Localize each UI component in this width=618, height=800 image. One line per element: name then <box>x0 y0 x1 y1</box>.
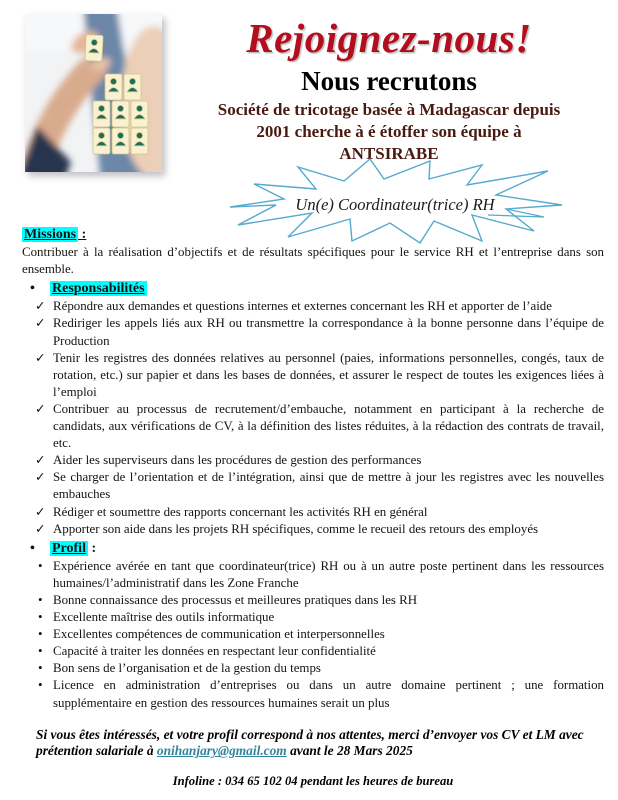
responsibility-text: Tenir les registres des données relatives au personnel (paies, informations personnelles, congés, taux de rotation, etc.) sur papier et dans les bases de données, et assurer le respect de toutes les exigences liées à l’emploi <box>53 350 604 399</box>
profile-item <box>22 609 604 626</box>
responsibility-item <box>22 452 604 469</box>
dot-icon: • <box>38 626 43 642</box>
responsibilities-label: Responsabilités <box>52 281 145 297</box>
main-content <box>22 226 604 790</box>
responsibility-item <box>22 504 604 521</box>
responsibility-item <box>22 401 604 452</box>
missions-colon: : <box>78 227 87 242</box>
responsibility-text: Aider les superviseurs dans les procédures de gestion des performances <box>53 453 422 468</box>
responsibility-text: Rediriger les appels liés aux RH ou transmettre la correspondance à la bonne personne dans l’équipe de Production <box>53 316 604 348</box>
page-title: Rejoignez-nous! <box>246 15 532 61</box>
responsibility-text: Se charger de l’orientation et de l’intégration, ainsi que de mettre à jour les registres avec les nouvelles embauches <box>53 470 604 502</box>
profile-item <box>22 660 604 677</box>
responsibility-item <box>22 350 604 401</box>
cta-text-after: avant le 28 Mars 2025 <box>286 743 413 759</box>
profile-label: Profil <box>52 540 86 556</box>
profile-text: Licence en administration d’entreprises ou dans un autre domaine pertinent ; une formation supplémentaire en gestion des ressources humaines serait un plus <box>53 678 604 710</box>
position-title: Un(e) Coordinateur(trice) RH <box>295 195 495 214</box>
profile-item <box>22 626 604 643</box>
profile-list <box>22 558 604 712</box>
check-icon: ✓ <box>35 504 46 519</box>
profile-text: Bon sens de l’organisation et de la gestion du temps <box>53 661 321 676</box>
profile-item <box>22 677 604 711</box>
dot-icon: • <box>38 660 43 676</box>
profile-text: Capacité à traiter les données en respectant leur confidentialité <box>53 644 376 659</box>
profile-text: Expérience avérée en tant que coordinateur(trice) RH ou à un autre poste pertinent dans les ressources humaines/l’administratif dans les Zone Franche <box>53 558 604 590</box>
profile-item <box>22 558 604 592</box>
responsibility-item <box>22 315 604 349</box>
tagline-line: ANTSIRABE <box>339 144 439 163</box>
responsibility-text: Répondre aux demandes et questions internes et externes concernant les RH et apporter de l’aide <box>53 299 552 314</box>
check-icon: ✓ <box>35 316 46 331</box>
responsibility-item <box>22 521 604 538</box>
profile-text: Excellente maîtrise des outils informatique <box>53 610 275 625</box>
check-icon: ✓ <box>35 350 46 365</box>
profile-text: Excellentes compétences de communication et interpersonnelles <box>53 627 385 642</box>
dot-icon: • <box>38 557 43 573</box>
cta-text-before: Si vous êtes intéressés, et votre profil correspond à nos attentes, merci d’envoyer vos CV et LM avec prétention salariale à <box>36 726 584 759</box>
responsibility-text: Apporter son aide dans les projets RH spécifiques, comme le recueil des retours des employés <box>53 521 539 536</box>
check-icon: ✓ <box>35 453 46 468</box>
dot-icon: • <box>38 677 43 693</box>
masthead <box>168 14 610 165</box>
apply-cta <box>22 727 592 761</box>
tagline-line: Société de tricotage basée à Madagascar depuis <box>217 100 561 119</box>
check-icon: ✓ <box>35 470 46 485</box>
responsibility-item <box>22 298 604 315</box>
profile-item <box>22 592 604 609</box>
check-icon: ✓ <box>35 401 46 416</box>
check-icon: ✓ <box>35 299 46 314</box>
profile-item <box>22 643 604 660</box>
dot-icon: • <box>38 591 43 607</box>
profile-heading <box>30 540 604 557</box>
responsibilities-list <box>22 298 604 537</box>
tagline-line: 2001 cherche à é étoffer son équipe à <box>256 122 522 141</box>
company-tagline <box>168 99 610 165</box>
recruitment-photo <box>25 14 162 172</box>
bullet-icon: • <box>30 540 35 556</box>
people-blocks-illustration <box>25 14 162 172</box>
dot-icon: • <box>38 643 43 659</box>
missions-label: Missions <box>24 227 77 242</box>
email-link[interactable]: onihanjary@gmail.com <box>156 743 287 759</box>
missions-body: Contribuer à la réalisation d’objectifs et de résultats spécifiques pour le service RH et l’entreprise dans son ensemble. <box>22 245 604 277</box>
check-icon: ✓ <box>35 521 46 536</box>
subtitle: Nous recrutons <box>301 66 477 96</box>
bullet-icon: • <box>30 281 35 297</box>
responsibilities-heading <box>30 280 604 297</box>
profile-text: Bonne connaissance des processus et meilleures pratiques dans les RH <box>53 592 418 607</box>
missions-heading <box>22 226 604 243</box>
responsibility-text: Rédiger et soumettre des rapports concernant les activités RH en général <box>53 504 428 519</box>
responsibility-text: Contribuer au processus de recrutement/d’embauche, notamment en participant à la recherche de candidats, aux vérifications de CV, à la définition des listes réduites, à la rédaction des contrats de travail, etc. <box>53 401 604 451</box>
profile-colon: : <box>87 540 97 556</box>
dot-icon: • <box>38 609 43 625</box>
infoline: Infoline : 034 65 102 04 pendant les heures de bureau <box>172 774 454 789</box>
responsibility-item <box>22 469 604 503</box>
